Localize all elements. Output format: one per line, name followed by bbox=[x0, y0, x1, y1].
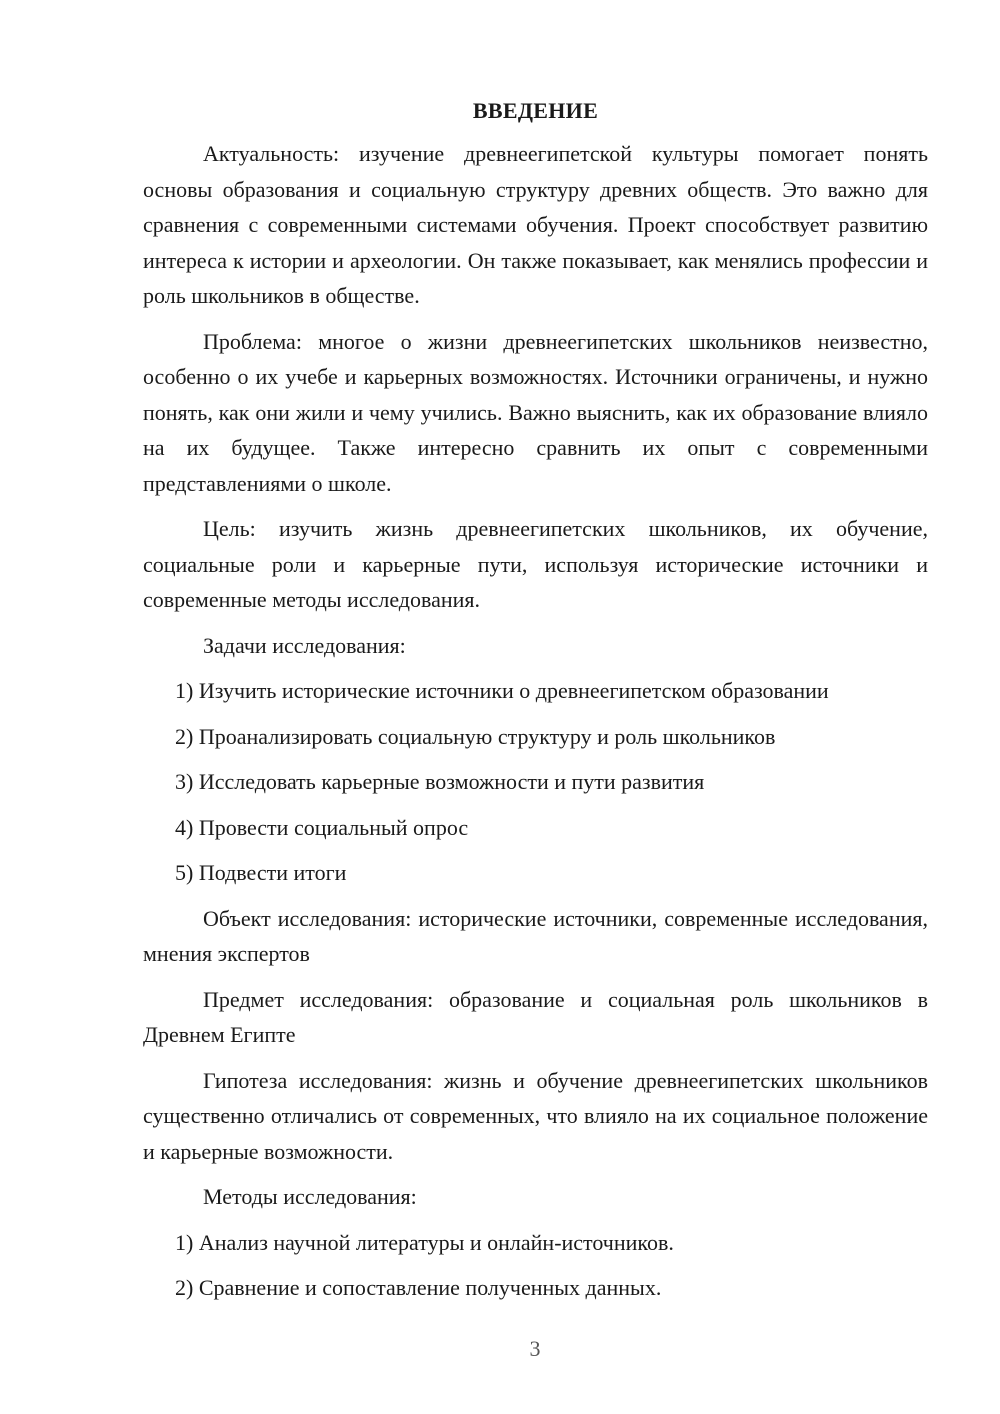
task-item: 4) Провести социальный опрос bbox=[175, 814, 469, 840]
page-title: ВВЕДЕНИЕ bbox=[472, 98, 599, 123]
hypothesis-paragraph: Гипотеза исследования: жизнь и обучение древнеегипетских школьников существенно отличались от современных, что влияло на их социальное положение и карьерные возможности. bbox=[143, 1067, 928, 1164]
object-paragraph: Объект исследования: исторические источники, современные исследования, мнения экспертов bbox=[143, 905, 928, 966]
method-item: 1) Анализ научной литературы и онлайн-источников. bbox=[175, 1229, 674, 1255]
methods-list bbox=[143, 1225, 928, 1306]
goal-paragraph: Цель: изучить жизнь древнеегипетских школьников, их обучение, социальные роли и карьерные пути, используя исторические источники и современные методы исследования. bbox=[143, 516, 928, 612]
subject-paragraph: Предмет исследования: образование и социальная роль школьников в Древнем Египте bbox=[143, 986, 928, 1047]
method-item: 2) Сравнение и сопоставление полученных данных. bbox=[175, 1275, 662, 1300]
task-item: 3) Исследовать карьерные возможности и пути развития bbox=[175, 769, 705, 794]
document-page bbox=[143, 96, 928, 1316]
task-item: 5) Подвести итоги bbox=[175, 860, 347, 885]
task-item: 1) Изучить исторические источники о древнеегипетском образовании bbox=[175, 678, 829, 703]
task-item: 2) Проанализировать социальную структуру и роль школьников bbox=[175, 723, 776, 749]
page-number: 3 bbox=[529, 1336, 541, 1361]
relevance-paragraph: Актуальность: изучение древнеегипетской культуры помогает понять основы образования и социальную структуру древних обществ. Это важно для сравнения с современными системами обучения. Проект способствует развитию интереса к истории и археологии. Он также показывает, как менялись профессии и роль школьников в обществе. bbox=[143, 141, 928, 308]
problem-paragraph: Проблема: многое о жизни древнеегипетских школьников неизвестно, особенно о их учебе и карьерных возможностях. Источники ограничены, и нужно понять, как они жили и чему учились. Важно выяснить, как их образование влияло на их будущее. Также интересно сравнить их опыт с современными представлениями о школе. bbox=[143, 328, 928, 496]
methods-heading: Методы исследования: bbox=[203, 1184, 417, 1209]
tasks-heading: Задачи исследования: bbox=[203, 632, 406, 658]
tasks-list bbox=[143, 673, 928, 891]
